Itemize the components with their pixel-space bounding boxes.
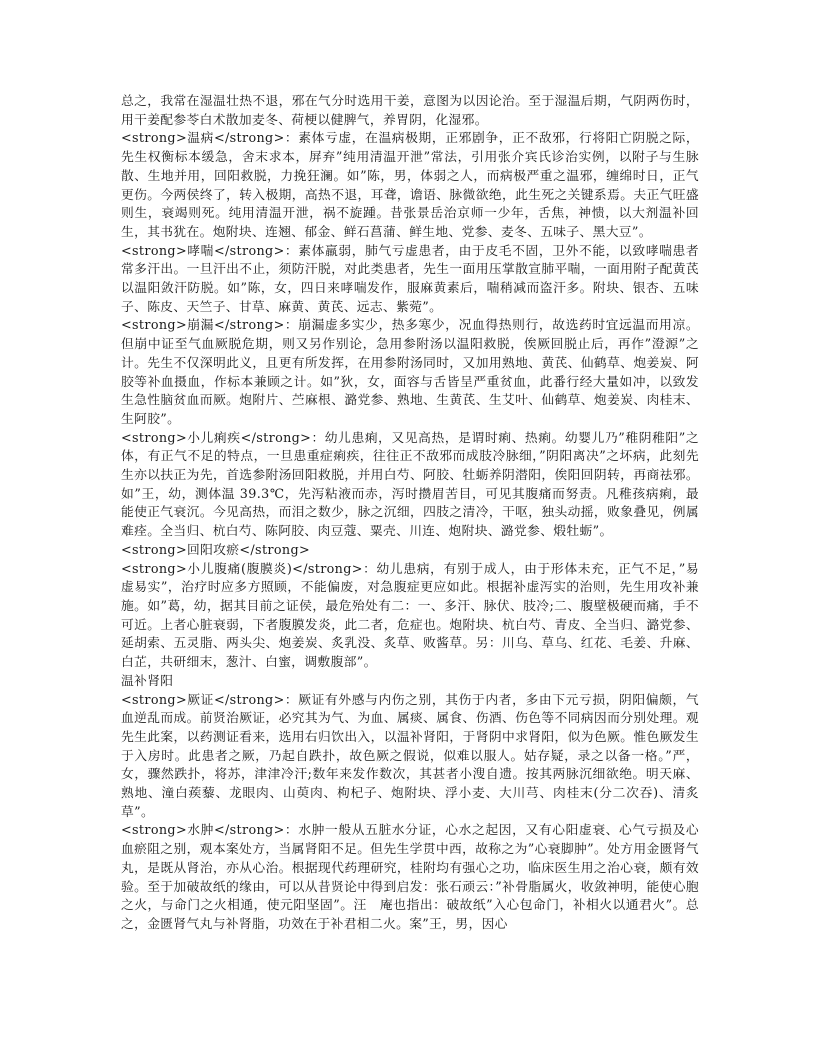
paragraph-edema: <strong>水肿</strong>：水肿一般从五脏水分证，心水之起因，又有心阳虚衰、心气亏损及心血瘀阻之别，观本案处方，当属肾阳不足。但先生学贯中西，故称之为”心衰脚肿”。处方用金匮肾气丸，是既从肾治，亦从心治。根据现代药理研究，桂附均有强心之功，临床医生用之治心衰，颇有效验。至于加破故纸的缘由，可以从昔贤论中得到启发：张石顽云：”补骨脂属火，收敛神明，能使心胞之火，与命门之火相通，使元阳坚固”。汪 庵也指出：破故纸”入心包命门，补相火以通君火”。总之，金匮肾气丸与补肾脂，功效在于补君相二火。案”王，男，因心 [121,823,699,932]
paragraph-febrile-disease: <strong>温病</strong>：素体亏虚，在温病极期，正邪剧争，正不敌邪，行将阳亡阴脱之际，先生权衡标本缓急，舍末求本，屏弃”纯用清温开泄”常法，引用张介宾氏诊治实例，以附子与生脉散、生地并用，回阳救脱，力挽狂澜。如”陈，男，体弱之人，而病极严重之温邪，缠绵时日，正气更伤。今两侯终了，转入极期，高热不退，耳聋，谵语、脉微欲绝，此生死之关键系焉。夫正气旺盛则生，衰竭则死。纯用清温开泄，祸不旋踵。昔张景岳治京师一少年，舌焦，神愦，以大剂温补回生，其书犹在。炮附块、连翘、郁金、鲜石菖蒲、鲜生地、党参、麦冬、五味子、黑大豆”。 [121,131,699,240]
paragraph-syncope: <strong>厥证</strong>：厥证有外感与内伤之别，其伤于内者，多由下元亏损，阴阳偏颇，气血逆乱而成。前贤治厥证，必究其为气、为血、属痰、属食、伤酒、伤色等不同病因而分别处理。观先生此案，以药测证看来，选用右归饮出入，以温补肾阳，于肾阴中求肾阳，似为色厥。惟色厥发生于入房时。此患者之厥，乃起自跌扑，故色厥之假说，似难以服人。姑存疑，录之以备一格。”严，女，骤然跌扑，将苏，津津冷汗;数年来发作数次，其甚者小溲自遗。按其两脉沉细欲绝。明天麻、熟地、潼白蒺藜、龙眼肉、山萸肉、枸杞子、炮附块、浮小麦、大川芎、肉桂末(分二次吞)、清炙草”。 [121,692,699,820]
paragraph-asthma: <strong>哮喘</strong>：素体羸弱，肺气亏虚患者，由于皮毛不固，卫外不能，以致哮喘患者常多汗出。一旦汗出不止，须防汗脱，对此类患者，先生一面用压掌散宣肺平喘，一面用附子配黄芪以温阳敛汗防脱。如”陈，女，四日来哮喘发作，服麻黄素后，喘稍减而盗汗多。附块、银杏、五味子、陈皮、天竺子、甘草、麻黄、黄芪、远志、紫菀”。 [121,243,699,315]
section-heading-warm-kidney-yang: 温补肾阳 [121,673,174,689]
paragraph-metrorrhagia: <strong>崩漏</strong>：崩漏虚多实少，热多寒少，况血得热则行，故选药时宜远温而用凉。但崩中证至气血厥脱危期，则又另作别论，急用参附汤以温阳救脱，俟厥回脱止后，再作”澄源”之计。先生不仅深明此义，且更有所发挥，在用参附汤同时，又加用熟地、黄芪、仙鹤草、炮姜炭、阿胶等补血摄血，作标本兼顾之计。如”狄，女，面容与舌皆呈严重贫血，此番行经大量如冲，以致发生急性脑贫血而厥。炮附片、苎麻根、潞党参、熟地、生黄芪、生艾叶、仙鹤草、炮姜炭、肉桂末、生阿胶”。 [121,318,699,427]
paragraph-pediatric-dysentery: <strong>小儿痢疾</strong>：幼儿患痢，又见高热，是谓时痢、热痢。幼婴儿乃”稚阴稚阳”之体，有正气不足的特点，一旦患重症痢疾，往往正不敌邪而成肢冷脉细，”阴阳离决”之坏病，此刻先生亦以扶正为先，首选参附汤回阳救脱，并用白芍、阿胶、牡蛎养阴潜阳，俟阳回阴转，再商祛邪。如”王，幼，测体温 39.3℃，先泻粘液而赤，泻时攒眉苦目，可见其腹痛而努责。凡稚孩病痢，最能使正气衰沉。今见高热，而泪之数少，脉之沉细，四肢之清冷，干呕，独头动摇，败象叠见，例属难痊。全当归、杭白芍、陈阿胶、肉豆蔻、粟壳、川连、炮附块、潞党参、煅牡蛎”。 [121,430,699,540]
section-heading-restore-yang: <strong>回阳攻瘀</strong> [121,542,310,558]
paragraph-dry-ginger-summary: 总之，我常在湿温壮热不退，邪在气分时选用干姜，意图为以因论治。至于湿温后期，气阴两伤时，用干姜配参苓白术散加麦冬、荷梗以健脾气，养胃阴，化湿邪。 [121,94,699,128]
document-body [121,93,699,935]
paragraph-pediatric-abdominal-pain: <strong>小儿腹痛(腹膜炎)</strong>：幼儿患病，有别于成人，由于形体未充，正气不足，”易虚易实”，治疗时应多方照顾，不能偏废，对急腹症更应如此。根据补虚泻实的治则，先生用攻补兼施。如”葛，幼，据其目前之证侯，最危殆处有二：一、多汗、脉伏、肢冷;二、腹壁极硬而痛，手不可近。上者心脏衰弱，下者腹膜发炎，此二者，危症也。炮附块、杭白芍、青皮、全当归、潞党参、延胡索、五灵脂、两头尖、炮姜炭、炙乳没、炙草、败酱草。另：川乌、草乌、红花、毛姜、升麻、白芷，共研细末，葱汁、白蜜，调敷腹部”。 [121,561,699,671]
